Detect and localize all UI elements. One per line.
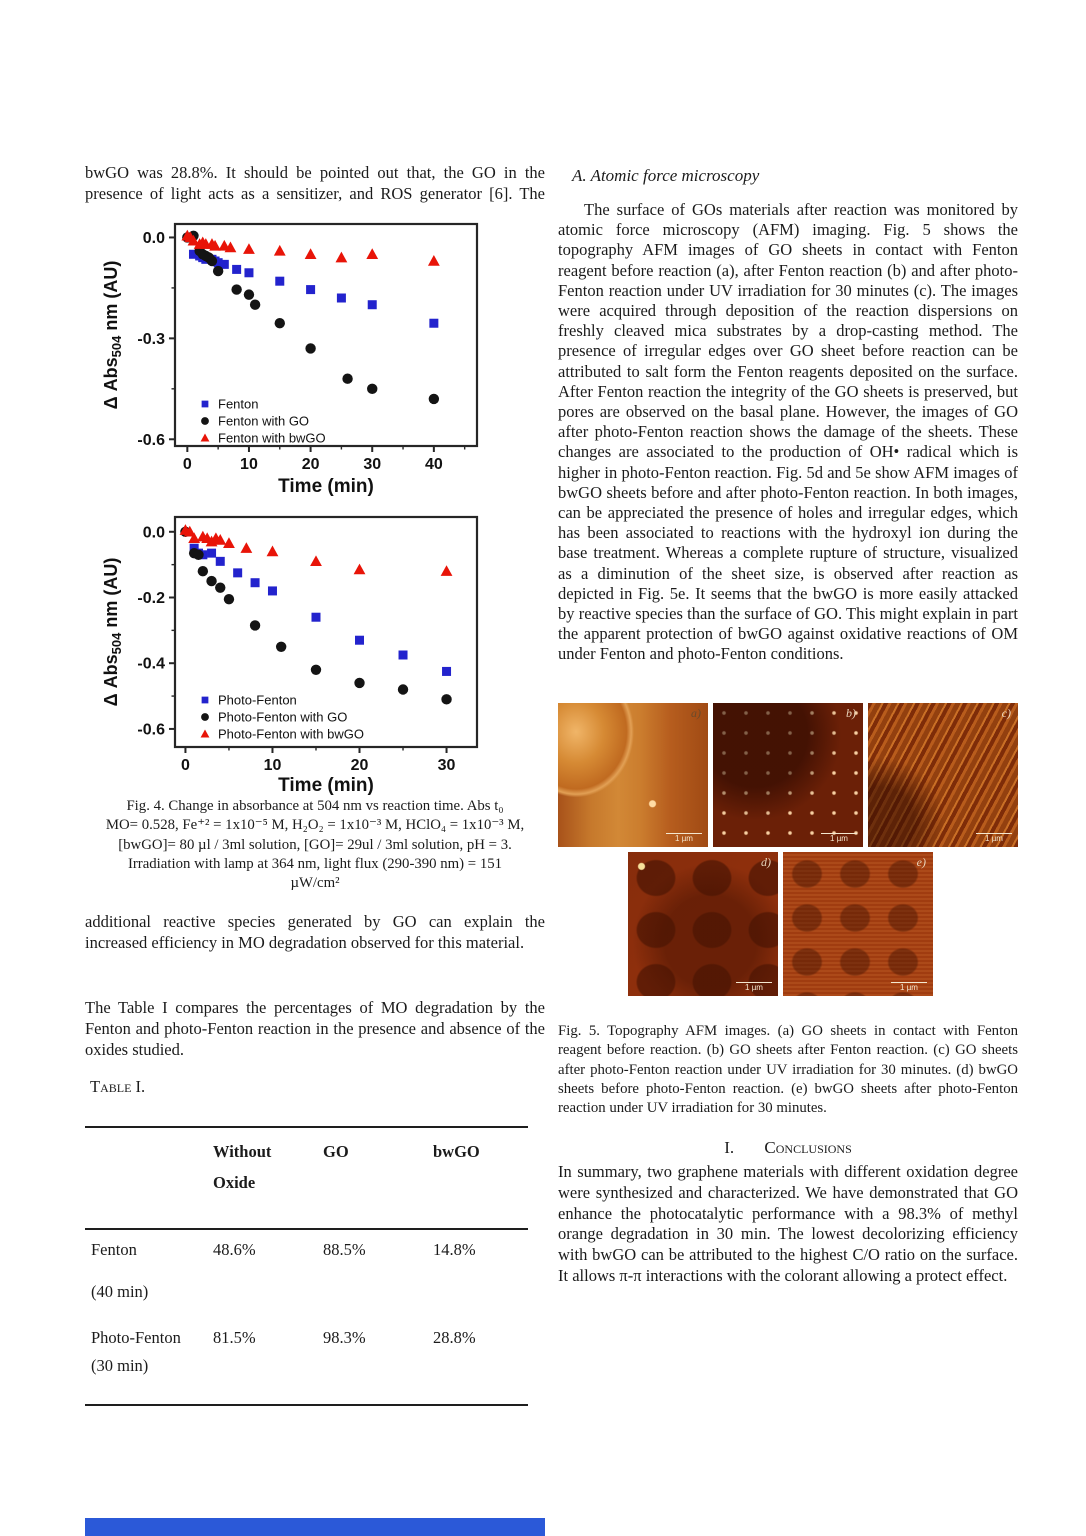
fig5-caption: Fig. 5. Topography AFM images. (a) GO sheets in contact with Fenton reagent before reaction. (b) GO sheets after Fenton reaction. (c) GO sheets after photo-Fenton reaction under UV irradiation for 30 minutes. (d) bwGO sheets before photo-Fenton reaction. (e) bwGO sheets after photo-Fenton reaction under UV irradiation for 30 minutes.	[558, 1023, 1018, 1117]
left-column	[85, 163, 545, 205]
paragraph-bwgo: bwGO was 28.8%. It should be pointed out that, the GO in the presence of light acts as a sensitizer, and ROS generator [6]. The	[85, 163, 545, 203]
scale-bar	[821, 833, 857, 843]
footer-highlight-bar	[85, 1518, 545, 1536]
panel-label: a)	[691, 706, 701, 720]
svg-text:-0.3: -0.3	[137, 330, 165, 348]
svg-text:30: 30	[363, 456, 382, 473]
svg-text:0.0: 0.0	[142, 524, 165, 542]
scale-bar	[891, 982, 927, 992]
scale-bar-text: 1 µm	[745, 983, 763, 992]
table-header-row	[85, 1128, 528, 1228]
section-heading-afm: A. Atomic force microscopy	[572, 166, 760, 185]
svg-text:20: 20	[301, 456, 320, 473]
afm-panel-c	[868, 703, 1018, 847]
conclusions-number: I.	[724, 1138, 735, 1157]
table-row	[85, 1322, 528, 1404]
svg-text:Time (min): Time (min)	[278, 775, 374, 796]
cell-value: 48.6%	[213, 1240, 256, 1259]
cell-value: 98.3%	[323, 1328, 366, 1347]
svg-text:-0.6: -0.6	[137, 431, 165, 449]
table-header-bwgo: bwGO	[433, 1142, 480, 1161]
fig4-caption-line: µW/cm²	[290, 875, 340, 892]
fenton-absorbance-chart	[97, 212, 517, 498]
afm-panel-a	[558, 703, 708, 847]
table-header-go: GO	[323, 1142, 349, 1161]
svg-text:20: 20	[350, 757, 369, 774]
scale-bar-text: 1 µm	[900, 983, 918, 992]
svg-text:Fenton with bwGO: Fenton with bwGO	[218, 430, 326, 446]
row-label-fenton	[85, 1240, 207, 1322]
cell-value: 81.5%	[213, 1328, 256, 1347]
scale-bar	[736, 982, 772, 992]
table-rule-bottom	[85, 1404, 528, 1406]
paragraph-conclusions: In summary, two graphene materials with different oxidation degree were synthesized and characterized. We have demonstrated that GO enhance the photocatalytic performance with a 98.3% of methyl orange degradation in 30 min. The lowest decolorizing efficiency with bwGO can be attributed to the highest C/O ratio on the surface. It allows π-π interactions with the colorant allowing a protect effect.	[558, 1162, 1018, 1285]
panel-label: d)	[761, 855, 771, 869]
cell-value: 14.8%	[433, 1240, 476, 1259]
svg-text:Fenton: Fenton	[218, 396, 259, 412]
afm-panel-d	[628, 852, 778, 996]
photo-fenton-absorbance-chart	[97, 504, 517, 796]
cell-value: 28.8%	[433, 1328, 476, 1347]
svg-text:0.0: 0.0	[142, 229, 165, 247]
svg-text:Photo-Fenton with GO: Photo-Fenton with GO	[218, 709, 348, 725]
conclusions-heading	[558, 1138, 1018, 1158]
paragraph-table-intro: The Table I compares the percentages of MO degradation by the Fenton and photo-Fenton reaction in the presence and absence of the oxides studied.	[85, 998, 545, 1059]
row-label-text: Photo-Fenton	[91, 1328, 181, 1347]
table-header-without-oxide: Without Oxide	[213, 1142, 272, 1192]
svg-text:Fenton with GO: Fenton with GO	[218, 413, 310, 429]
fig4-caption-line: [bwGO]= 80 µl / 3ml solution, [GO]= 29ul / 3ml solution, pH = 3.	[118, 836, 512, 853]
paragraph-additional-species: additional reactive species generated by GO can explain the increased efficiency in MO degradation observed for this material.	[85, 912, 545, 952]
fig4-caption-line: Irradiation with lamp at 364 nm, light flux (290-390 nm) = 151	[127, 855, 503, 872]
svg-text:Photo-Fenton with bwGO: Photo-Fenton with bwGO	[218, 726, 364, 742]
svg-text:0: 0	[182, 456, 192, 473]
fig4-caption-line: MO= 0.528, Fe⁺² = 1x10⁻⁵ M, H₂O₂ = 1x10⁻³ M, HClO₄ = 1x10⁻³ M,	[105, 817, 525, 834]
fig4-caption-line: Fig. 4. Change in absorbance at 504 nm vs reaction time. Abs t₀	[126, 798, 504, 814]
scale-bar-text: 1 µm	[675, 834, 693, 843]
svg-text:-0.6: -0.6	[137, 721, 165, 739]
panel-label: e)	[916, 855, 926, 869]
afm-panel-e	[783, 852, 933, 996]
table-row	[85, 1230, 528, 1322]
panel-label: c)	[1001, 706, 1011, 720]
degradation-table	[85, 1126, 528, 1406]
panel-label: b)	[846, 706, 856, 720]
svg-text:-0.4: -0.4	[137, 655, 165, 673]
paragraph-afm: The surface of GOs materials after reaction was monitored by atomic force microscopy (AFM) imaging. Fig. 5 shows the topography AFM images of GO sheets in contact with Fenton reagent before reaction (a), after Fenton reaction (b) and after photo-Fenton reaction under UV irradiation for 30 minutes (c). The images were acquired through deposition of the reaction dispersions on freshly cleaved mica substrates by a drop-casting method. The presence of irregular edges over GO sheet before reaction can be attributed to salt form the Fenton reagents deposited on the surface. After Fenton reaction the integrity of the GO sheets is preserved, but pores are observed on the basal plane. However, the images of GO after photo-Fenton reaction shows the damage of the sheets. These changes are associated to the production of OH• radical which is higher in photo-Fenton reaction. Fig. 5d and 5e show AFM images of bwGO sheets before and after photo-Fenton reaction. In both images, can be appreciated the presence of holes and irregular edges, which has been associated to reactions with the hydroxyl ion during the base treatment. Whereas a complete rupture of structure, visualized as a diminution of the sheet size, is observed after reaction as depicted in Fig. 5e. It seems that the bwGO is more easily attacked by reactive species than the surface of GO. This might explain in part the apparent protection of bwGO against oxidative reactions of OM under Fenton and photo-Fenton conditions.	[558, 200, 1018, 664]
table-title: Table I.	[90, 1077, 146, 1096]
scale-bar	[976, 833, 1012, 843]
cell-value: 88.5%	[323, 1240, 366, 1259]
fig4-caption	[85, 797, 545, 893]
svg-text:Photo-Fenton: Photo-Fenton	[218, 692, 297, 708]
svg-text:-0.2: -0.2	[137, 590, 165, 607]
svg-text:10: 10	[263, 757, 282, 774]
table-header-empty	[85, 1136, 207, 1228]
svg-text:10: 10	[240, 456, 258, 473]
row-label-text: Fenton	[91, 1240, 137, 1259]
scale-bar-text: 1 µm	[985, 834, 1003, 843]
svg-text:Δ Abs504 nm (AU): Δ Abs$_{504}$ nm (AU)	[101, 557, 124, 707]
conclusions-title: Conclusions	[764, 1138, 852, 1157]
svg-text:40: 40	[424, 456, 443, 473]
svg-text:Time (min): Time (min)	[278, 476, 374, 497]
afm-panel-b	[713, 703, 863, 847]
figure5-afm-images	[558, 703, 1018, 1003]
svg-text:30: 30	[437, 757, 456, 774]
svg-text:0: 0	[180, 757, 190, 774]
row-label-photo-fenton	[85, 1328, 207, 1394]
svg-text:Δ Abs504 nm (AU): Δ Abs$_{504}$ nm (AU)	[101, 260, 124, 410]
row-sublabel-text: (30 min)	[91, 1356, 149, 1375]
row-sublabel-text: (40 min)	[91, 1282, 149, 1301]
scale-bar-text: 1 µm	[830, 834, 848, 843]
scale-bar	[666, 833, 702, 843]
